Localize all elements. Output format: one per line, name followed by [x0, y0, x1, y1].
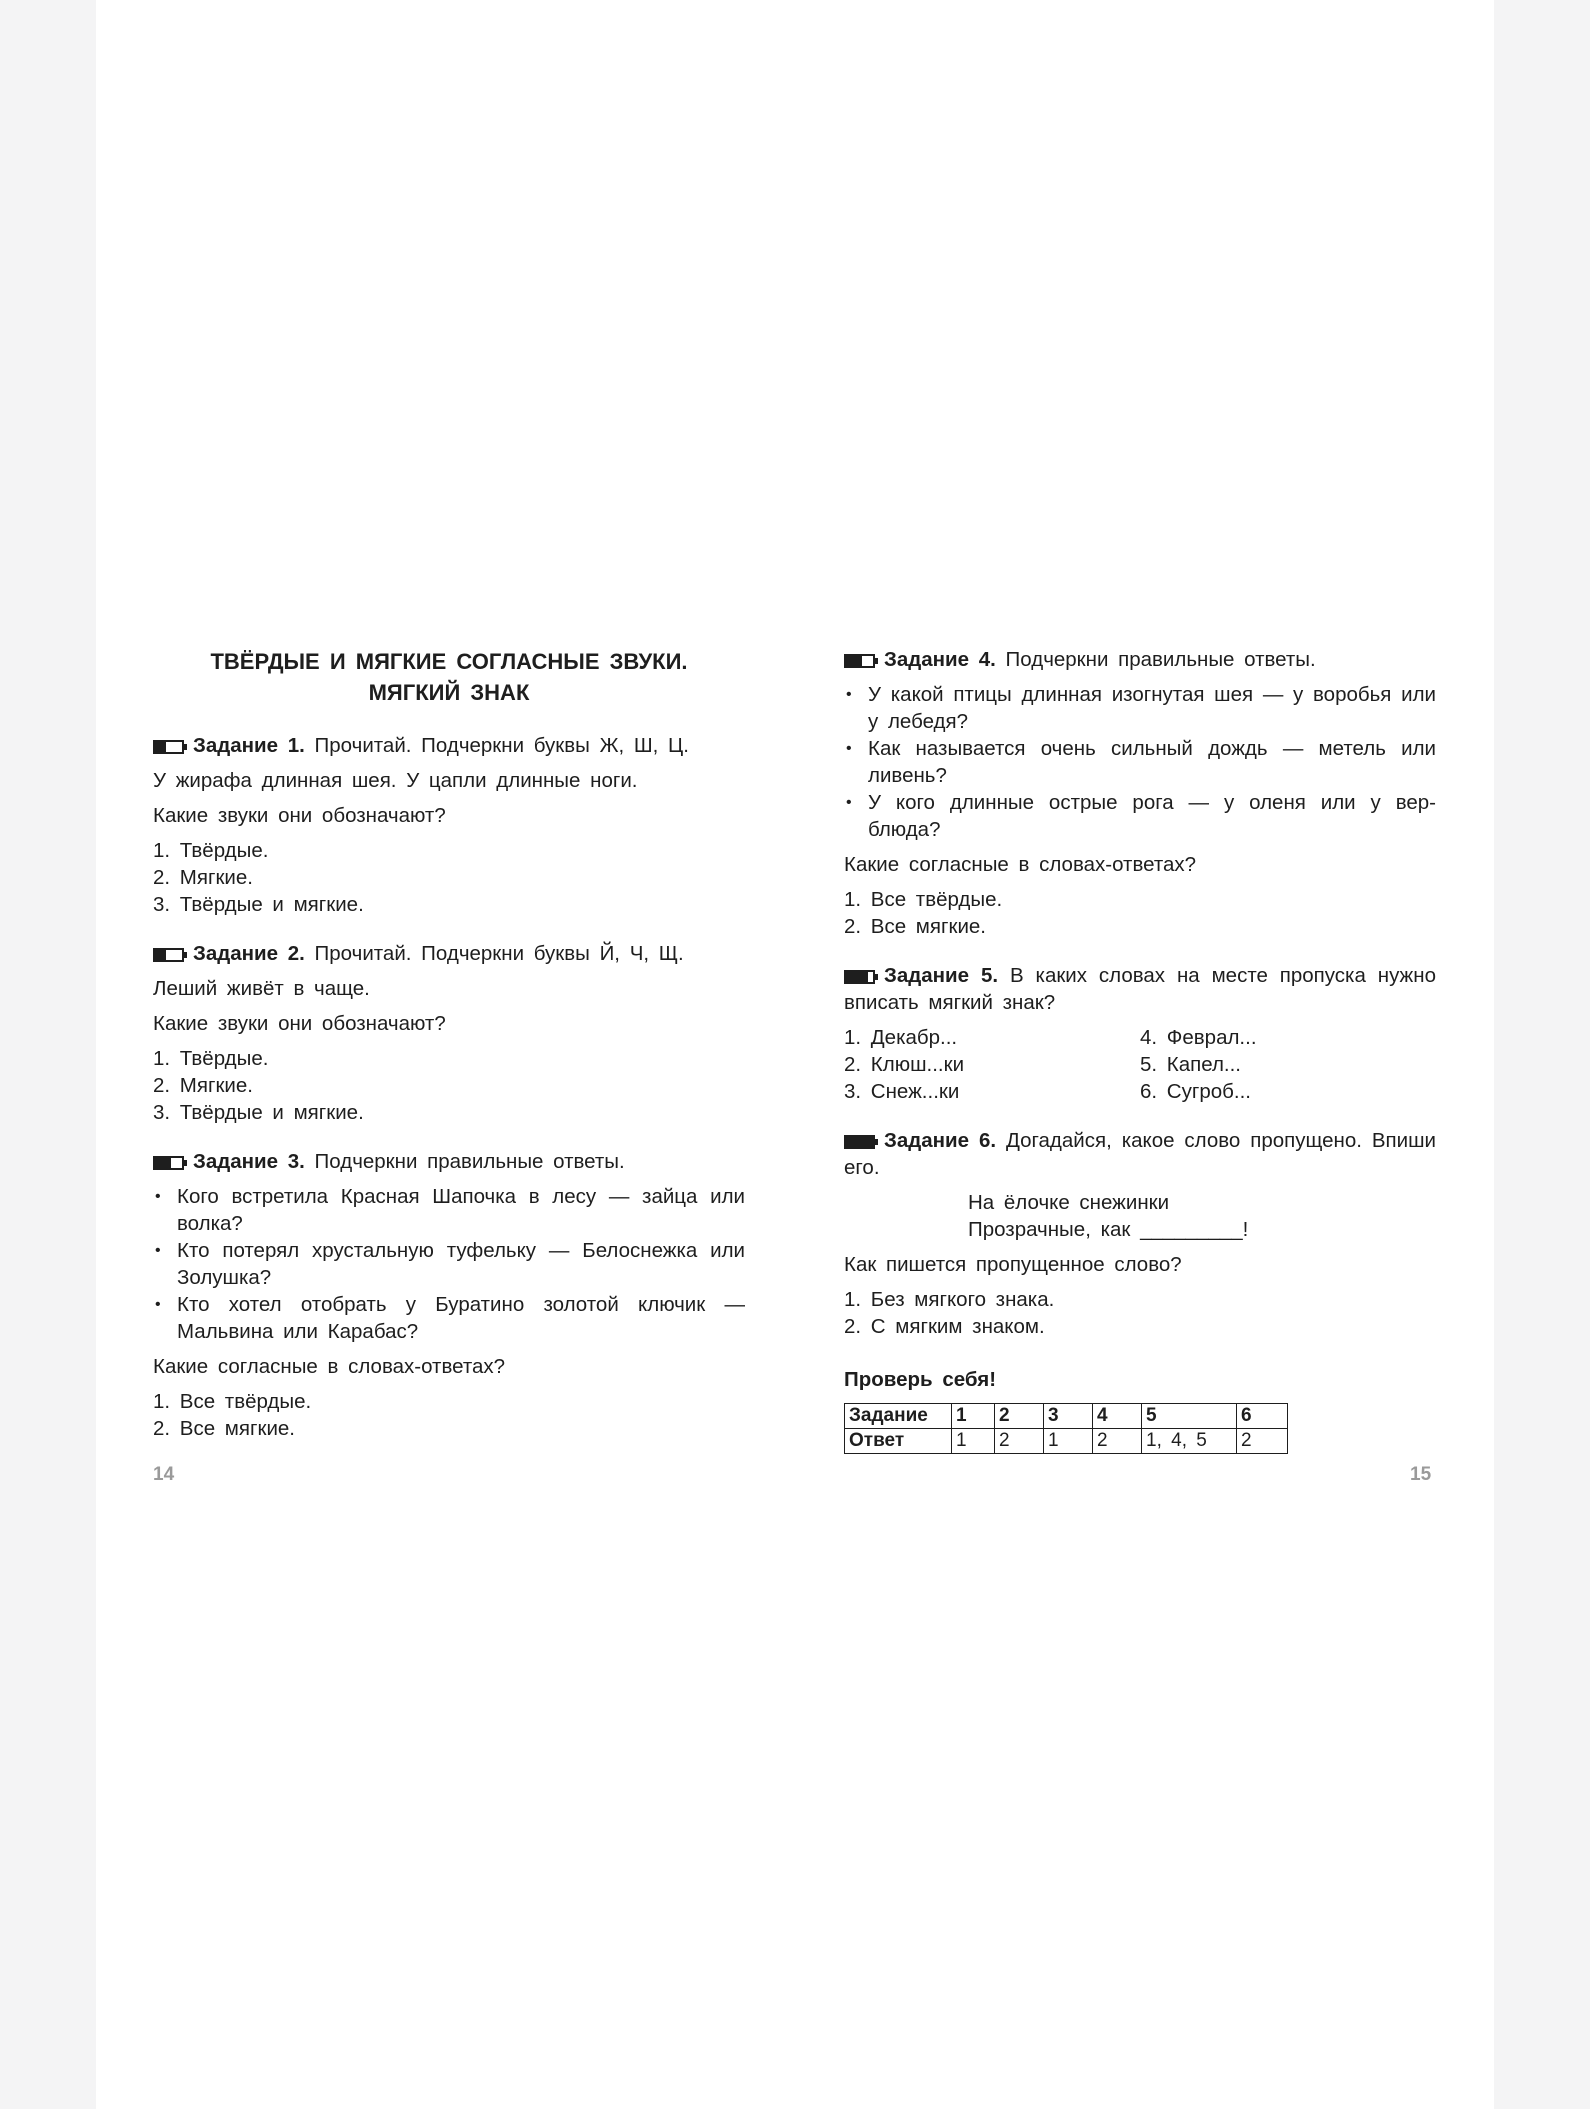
- poem-line-2: Прозрачные, как _________!: [968, 1218, 1249, 1241]
- answer-table: [844, 1403, 1288, 1454]
- task-4-heading: [844, 646, 1436, 673]
- task-1-question: Какие звуки они обозначают?: [153, 804, 446, 827]
- task-4-questions: [844, 681, 1436, 843]
- task-1-text: Прочитай. Подчеркни буквы Ж, Ш, Ц.: [314, 734, 689, 757]
- task-3-heading: [153, 1148, 745, 1175]
- task-6-options: [844, 1286, 1436, 1340]
- table-cell: 2: [995, 1429, 1044, 1454]
- task-2-option-2: 2. Мягкие.: [153, 1074, 253, 1097]
- task-2-sentence: Леший живёт в чаще.: [153, 977, 370, 1000]
- task-3-text: Подчеркни правильные ответы.: [314, 1150, 625, 1173]
- task-2-label: Задание 2.: [193, 942, 305, 965]
- task-5-options-right: [1140, 1024, 1436, 1105]
- task-5-option-4: 4. Феврал...: [1140, 1026, 1257, 1049]
- title-line-2: МЯГКИЙ ЗНАК: [368, 680, 530, 705]
- task-3-label: Задание 3.: [193, 1150, 305, 1173]
- task-3-options: [153, 1388, 745, 1442]
- table-cell: 3: [1044, 1404, 1093, 1429]
- table-cell: 1: [952, 1404, 995, 1429]
- page-number-left: 14: [153, 1464, 175, 1485]
- difficulty-battery-icon: [153, 740, 185, 754]
- task-4-bullet-2: • Как называется очень сильный дождь — метель или ливень?: [844, 735, 1436, 789]
- task-4-bullet-1: • У какой птицы длинная изогнутая шея — у воробья или у лебедя?: [844, 681, 1436, 735]
- check-yourself-title: Проверь себя!: [844, 1368, 997, 1391]
- task-5-option-1: 1. Декабр...: [844, 1026, 958, 1049]
- task-1-label: Задание 1.: [193, 734, 305, 757]
- task-3-bullet-2: • Кто потерял хрустальную туфельку — Белоснежка или Золушка?: [153, 1237, 745, 1291]
- task-2-option-1: 1. Твёрдые.: [153, 1047, 269, 1070]
- task-2-heading: [153, 940, 745, 967]
- table-cell: 4: [1093, 1404, 1142, 1429]
- difficulty-battery-icon: [844, 1135, 876, 1149]
- task-5-option-2: 2. Клюш...ки: [844, 1053, 965, 1076]
- task-6-label: Задание 6.: [884, 1129, 997, 1152]
- table-cell: Ответ: [845, 1429, 952, 1454]
- difficulty-battery-icon: [844, 654, 876, 668]
- title-line-1: ТВЁРДЫЕ И МЯГКИЕ СОГЛАСНЫЕ ЗВУКИ.: [210, 649, 688, 674]
- task-4-bullet-3: • У кого длинные острые рога — у оленя или у вер-блюда?: [844, 789, 1436, 843]
- task-3-questions: [153, 1183, 745, 1345]
- task-3-bullet-3: • Кто хотел отобрать у Буратино золотой ключик — Мальвина или Карабас?: [153, 1291, 745, 1345]
- task-1-option-1: 1. Твёрдые.: [153, 839, 269, 862]
- task-6-text: Догадайся, какое слово пропущено. Впиши его.: [844, 1129, 1436, 1179]
- table-cell: 5: [1142, 1404, 1237, 1429]
- task-5-label: Задание 5.: [884, 964, 999, 987]
- task-3-option-1: 1. Все твёрдые.: [153, 1390, 312, 1413]
- task-5-heading: [844, 962, 1436, 1016]
- task-1-sentence: У жирафа длинная шея. У цапли длинные ноги.: [153, 769, 638, 792]
- task-4-option-2: 2. Все мягкие.: [844, 915, 987, 938]
- task-4-question: Какие согласные в словах-ответах?: [844, 853, 1197, 876]
- task-5-options: [844, 1024, 1436, 1105]
- table-cell: Задание: [845, 1404, 952, 1429]
- task-5-option-5: 5. Капел...: [1140, 1053, 1242, 1076]
- table-cell: 1: [952, 1429, 995, 1454]
- task-1-option-3: 3. Твёрдые и мягкие.: [153, 893, 364, 916]
- task-6-question: Как пишется пропущенное слово?: [844, 1253, 1182, 1276]
- task-2-option-3: 3. Твёрдые и мягкие.: [153, 1101, 364, 1124]
- table-cell: 2: [1237, 1429, 1288, 1454]
- answer-table-answer-row: [845, 1429, 1288, 1454]
- difficulty-battery-icon: [153, 948, 185, 962]
- task-1-heading: [153, 732, 745, 759]
- task-6-heading: [844, 1127, 1436, 1181]
- task-4-label: Задание 4.: [884, 648, 996, 671]
- table-cell: 1: [1044, 1429, 1093, 1454]
- task-3-bullet-1: • Кого встретила Красная Шапочка в лесу — зайца или волка?: [153, 1183, 745, 1237]
- task-4-text: Подчеркни правильные ответы.: [1005, 648, 1316, 671]
- task-5-text: В каких словах на месте пропуска нужно вписать мягкий знак?: [844, 964, 1436, 1014]
- poem-line-1: На ёлочке снежинки: [968, 1191, 1170, 1214]
- table-cell: 2: [1093, 1429, 1142, 1454]
- table-cell: 6: [1237, 1404, 1288, 1429]
- page-number-right: 15: [1410, 1464, 1432, 1485]
- difficulty-battery-icon: [153, 1156, 185, 1170]
- task-5-option-3: 3. Снеж...ки: [844, 1080, 960, 1103]
- table-cell: 1, 4, 5: [1142, 1429, 1237, 1454]
- page-title: [153, 646, 745, 708]
- task-6-option-2: 2. С мягким знаком.: [844, 1315, 1045, 1338]
- task-2-options: [153, 1045, 745, 1126]
- task-1-option-2: 2. Мягкие.: [153, 866, 253, 889]
- task-6-option-1: 1. Без мягкого знака.: [844, 1288, 1055, 1311]
- left-page: [153, 646, 745, 1464]
- task-6-poem: [844, 1189, 1436, 1243]
- task-3-option-2: 2. Все мягкие.: [153, 1417, 296, 1440]
- right-page: [844, 646, 1436, 1454]
- task-5-options-left: [844, 1024, 1140, 1105]
- task-2-text: Прочитай. Подчеркни буквы Й, Ч, Щ.: [314, 942, 684, 965]
- answer-table-header-row: [845, 1404, 1288, 1429]
- task-4-options: [844, 886, 1436, 940]
- task-3-question: Какие согласные в словах-ответах?: [153, 1355, 506, 1378]
- task-2-question: Какие звуки они обозначают?: [153, 1012, 446, 1035]
- task-5-option-6: 6. Сугроб...: [1140, 1080, 1251, 1103]
- difficulty-battery-icon: [844, 970, 876, 984]
- table-cell: 2: [995, 1404, 1044, 1429]
- task-1-options: [153, 837, 745, 918]
- task-4-option-1: 1. Все твёрдые.: [844, 888, 1003, 911]
